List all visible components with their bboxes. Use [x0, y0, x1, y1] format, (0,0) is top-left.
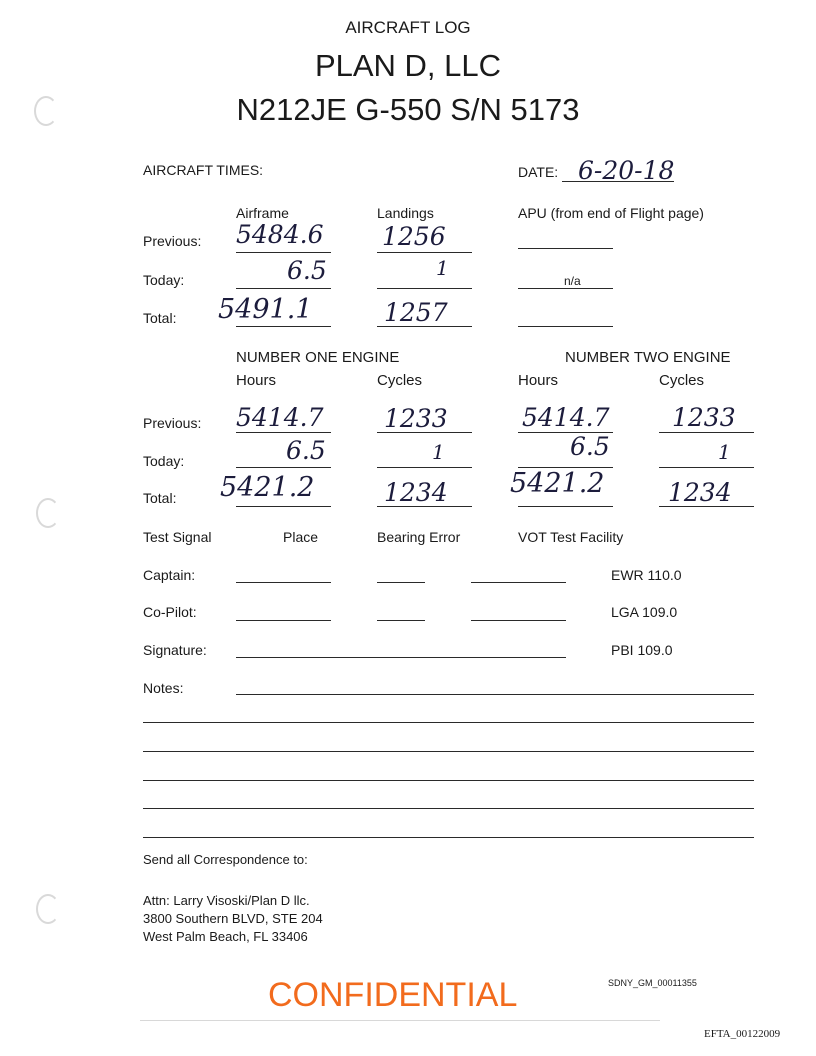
copilot-bearing-line — [377, 620, 425, 621]
airframe-previous-line — [236, 252, 331, 253]
airframe-total-line — [236, 326, 331, 327]
airframe-today-line — [236, 288, 331, 289]
engine-two-hours-total[interactable]: 5421.2 — [510, 468, 605, 499]
engine-two-cycles-today[interactable]: 1 — [718, 440, 731, 464]
aircraft-times-label: AIRCRAFT TIMES: — [143, 162, 264, 178]
landings-column-header: Landings — [377, 205, 434, 221]
notes-line-5 — [143, 808, 754, 809]
notes-line-3 — [143, 751, 754, 752]
copilot-label: Co-Pilot: — [143, 604, 197, 620]
captain-facility-line — [471, 582, 566, 583]
engine-one-hours-previous-line — [236, 432, 331, 433]
vot-facility-header: VOT Test Facility — [518, 529, 624, 545]
notes-label: Notes: — [143, 680, 184, 696]
test-signal-header: Test Signal — [143, 529, 212, 545]
row-today-label: Today: — [143, 272, 185, 288]
engine-one-hours-today[interactable]: 6.5 — [286, 436, 326, 465]
apu-today-line — [518, 288, 613, 289]
airframe-previous-value[interactable]: 5484.6 — [236, 220, 324, 249]
facility-lga: LGA 109.0 — [611, 604, 678, 620]
engine-two-cycles-total[interactable]: 1234 — [668, 478, 732, 507]
engine-two-hours-total-line — [518, 506, 613, 507]
engine-one-cycles-previous[interactable]: 1233 — [384, 404, 448, 433]
row-previous-label: Previous: — [143, 233, 202, 249]
engine-row-today-label: Today: — [143, 453, 185, 469]
engine-one-title: NUMBER ONE ENGINE — [236, 349, 400, 366]
date-label: DATE: — [518, 164, 559, 180]
engine-one-hours-today-line — [236, 467, 331, 468]
notes-line-4 — [143, 780, 754, 781]
company-name: PLAN D, LLC — [314, 48, 502, 83]
facility-ewr: EWR 110.0 — [611, 567, 682, 583]
engine-two-cycles-previous-line — [659, 432, 754, 433]
airframe-column-header: Airframe — [236, 205, 289, 221]
confidential-stamp: CONFIDENTIAL — [268, 976, 518, 1014]
engine-row-total-label: Total: — [143, 490, 177, 506]
aircraft-id: N212JE G-550 S/N 5173 — [236, 92, 580, 127]
engine-two-hours-today[interactable]: 6.5 — [570, 432, 610, 461]
landings-previous-value[interactable]: 1256 — [382, 222, 446, 251]
landings-total-value[interactable]: 1257 — [384, 298, 448, 327]
engine-one-hours-total-line — [236, 506, 331, 507]
airframe-total-value[interactable]: 5491.1 — [218, 294, 313, 325]
apu-previous-line — [518, 248, 613, 249]
captain-bearing-line — [377, 582, 425, 583]
engine-one-cycles-header: Cycles — [377, 372, 423, 389]
notes-line-1 — [236, 694, 754, 695]
engine-one-cycles-total[interactable]: 1234 — [384, 478, 448, 507]
signature-line — [236, 657, 566, 658]
engine-one-cycles-today[interactable]: 1 — [432, 440, 445, 464]
engine-one-hours-previous[interactable]: 5414.7 — [236, 403, 324, 432]
signature-label: Signature: — [143, 642, 207, 658]
airframe-today-value[interactable]: 6.5 — [287, 256, 327, 285]
notes-line-2 — [143, 722, 754, 723]
landings-today-line — [377, 288, 472, 289]
correspondence-label: Send all Correspondence to: — [143, 852, 308, 867]
landings-today-value[interactable]: 1 — [436, 256, 449, 280]
engine-two-cycles-today-line — [659, 467, 754, 468]
engine-two-cycles-header: Cycles — [659, 372, 705, 389]
engine-one-hours-total[interactable]: 5421.2 — [220, 472, 315, 503]
row-total-label: Total: — [143, 310, 177, 326]
engine-two-cycles-previous[interactable]: 1233 — [672, 403, 736, 432]
bates-number: EFTA_00122009 — [704, 1028, 781, 1040]
notes-line-6 — [143, 837, 754, 838]
engine-row-previous-label: Previous: — [143, 415, 202, 431]
footer-rule — [140, 1020, 660, 1021]
engine-two-hours-previous[interactable]: 5414.7 — [522, 403, 610, 432]
captain-place-line — [236, 582, 331, 583]
copilot-facility-line — [471, 620, 566, 621]
address-line-3: West Palm Beach, FL 33406 — [143, 929, 308, 944]
apu-total-line — [518, 326, 613, 327]
apu-today-value[interactable]: n/a — [564, 274, 581, 288]
document-code: SDNY_GM_00011355 — [608, 978, 697, 988]
engine-one-hours-header: Hours — [236, 372, 277, 389]
address-line-2: 3800 Southern BLVD, STE 204 — [143, 911, 323, 926]
apu-column-header: APU (from end of Flight page) — [518, 205, 704, 221]
address-line-1: Attn: Larry Visoski/Plan D llc. — [143, 893, 310, 908]
binder-hole-middle — [36, 498, 60, 528]
engine-two-hours-header: Hours — [518, 372, 559, 389]
captain-label: Captain: — [143, 567, 196, 583]
engine-two-title: NUMBER TWO ENGINE — [565, 349, 731, 366]
facility-pbi: PBI 109.0 — [611, 642, 673, 658]
engine-one-cycles-today-line — [377, 467, 472, 468]
place-header: Place — [283, 529, 319, 545]
copilot-place-line — [236, 620, 331, 621]
binder-hole-bottom — [36, 894, 60, 924]
landings-previous-line — [377, 252, 472, 253]
bearing-error-header: Bearing Error — [377, 529, 461, 545]
form-title: AIRCRAFT LOG — [345, 18, 471, 37]
date-value[interactable]: 6-20-18 — [578, 156, 675, 185]
